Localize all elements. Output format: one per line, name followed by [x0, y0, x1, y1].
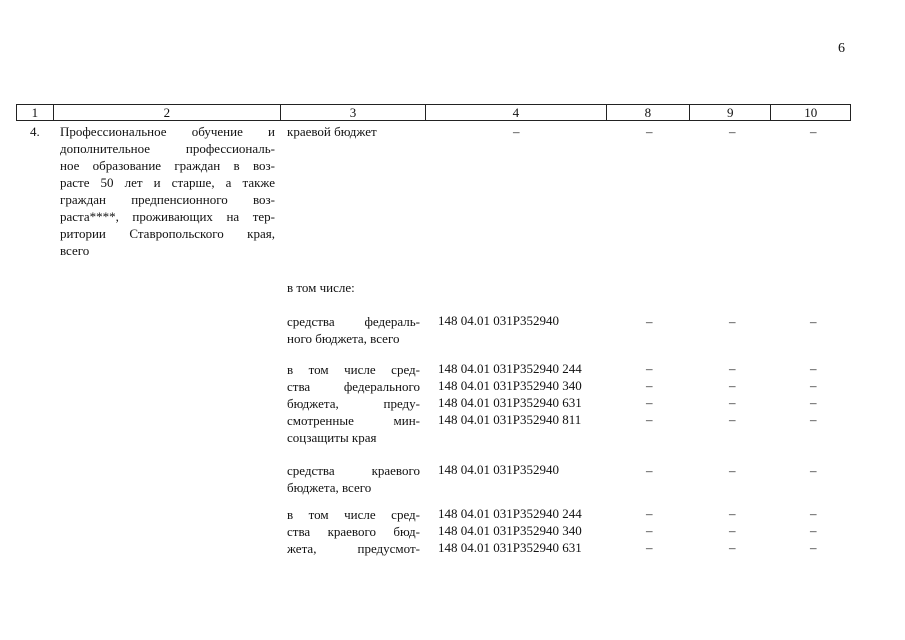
column-header: 3 [281, 105, 426, 121]
dash-value: – [729, 361, 736, 376]
label-line: в том числе сред- [287, 507, 420, 522]
dash-value: – [513, 124, 520, 139]
dash-value: – [646, 314, 653, 329]
dash-value: – [646, 124, 653, 139]
title-line: Профессиональное обучение и [60, 124, 275, 139]
title-line: дополнительное профессиональ- [60, 141, 275, 156]
dash-value: – [810, 378, 817, 393]
federal-total-code [438, 313, 559, 330]
label-line: смотренные мин- [287, 413, 420, 428]
dash-value: – [729, 540, 736, 555]
regional-incl-codes [438, 506, 582, 557]
dash-column [646, 506, 653, 557]
label-line: средства краевого [287, 463, 420, 478]
dash-value: – [810, 395, 817, 410]
budget-code: 148 04.01 031Р352940 631 [438, 395, 582, 410]
label-line: ства краевого бюд- [287, 524, 420, 539]
dash-value: – [810, 523, 817, 538]
label-line: бюджета, всего [287, 480, 372, 495]
column-header: 4 [425, 105, 606, 121]
dash-value: – [729, 378, 736, 393]
budget-code: 148 04.01 031Р352940 [438, 462, 559, 477]
budget-code: 148 04.01 031Р352940 811 [438, 412, 582, 427]
dash-value: – [810, 124, 817, 139]
title-line: граждан предпенсионного воз- [60, 192, 275, 207]
federal-incl-codes [438, 361, 582, 429]
dash-value: – [646, 540, 653, 555]
budget-code: 148 04.01 031Р352940 244 [438, 361, 582, 376]
dash-value: – [810, 506, 817, 521]
dash-column [810, 361, 817, 429]
dash-column [729, 506, 736, 557]
column-header: 2 [53, 105, 280, 121]
title-line: ное образование граждан в воз- [60, 158, 275, 173]
including-label: в том числе: [287, 280, 355, 295]
label-line: ства федерального [287, 379, 420, 394]
label-line: жета, предусмот- [287, 541, 420, 556]
dash-value: – [646, 361, 653, 376]
dash-value: – [646, 395, 653, 410]
federal-total-label [287, 313, 420, 347]
page-number: 6 [838, 41, 845, 56]
budget-code: 148 04.01 031Р352940 631 [438, 540, 582, 555]
dash-value: – [729, 412, 736, 427]
federal-incl-label [287, 361, 420, 446]
dash-value: – [810, 463, 817, 478]
dash-value: – [810, 540, 817, 555]
dash-value: – [810, 412, 817, 427]
label-line: в том числе сред- [287, 362, 420, 377]
title-line: расте 50 лет и старше, а также [60, 175, 275, 190]
column-header-row [16, 104, 851, 121]
source-label: краевой бюджет [287, 124, 377, 139]
dash-column [646, 361, 653, 429]
regional-incl-label [287, 506, 420, 557]
label-line: средства федераль- [287, 314, 420, 329]
regional-total-label [287, 462, 420, 496]
label-line: соцзащиты края [287, 430, 377, 445]
column-header: 9 [690, 105, 771, 121]
dash-value: – [729, 395, 736, 410]
budget-code: 148 04.01 031Р352940 244 [438, 506, 582, 521]
row-number: 4. [30, 124, 40, 139]
regional-total-code [438, 462, 559, 479]
budget-code: 148 04.01 031Р352940 340 [438, 523, 582, 538]
dash-value: – [729, 463, 736, 478]
dash-value: – [729, 523, 736, 538]
dash-value: – [646, 523, 653, 538]
dash-value: – [729, 124, 736, 139]
dash-value: – [646, 378, 653, 393]
column-header: 8 [606, 105, 689, 121]
label-line: ного бюджета, всего [287, 331, 400, 346]
label-line: бюджета, преду- [287, 396, 420, 411]
dash-value: – [646, 463, 653, 478]
row-title [60, 123, 275, 259]
dash-value: – [810, 314, 817, 329]
dash-column [810, 506, 817, 557]
dash-value: – [729, 314, 736, 329]
dash-value: – [646, 412, 653, 427]
budget-code: 148 04.01 031Р352940 [438, 313, 559, 328]
budget-code: 148 04.01 031Р352940 340 [438, 378, 582, 393]
dash-column [729, 361, 736, 429]
column-header: 10 [771, 105, 851, 121]
column-header: 1 [17, 105, 54, 121]
dash-value: – [646, 506, 653, 521]
title-line: раста****, проживающих на тер- [60, 209, 275, 224]
dash-value: – [810, 361, 817, 376]
title-line: ритории Ставропольского края, [60, 226, 275, 241]
title-line: всего [60, 243, 90, 258]
dash-value: – [729, 506, 736, 521]
